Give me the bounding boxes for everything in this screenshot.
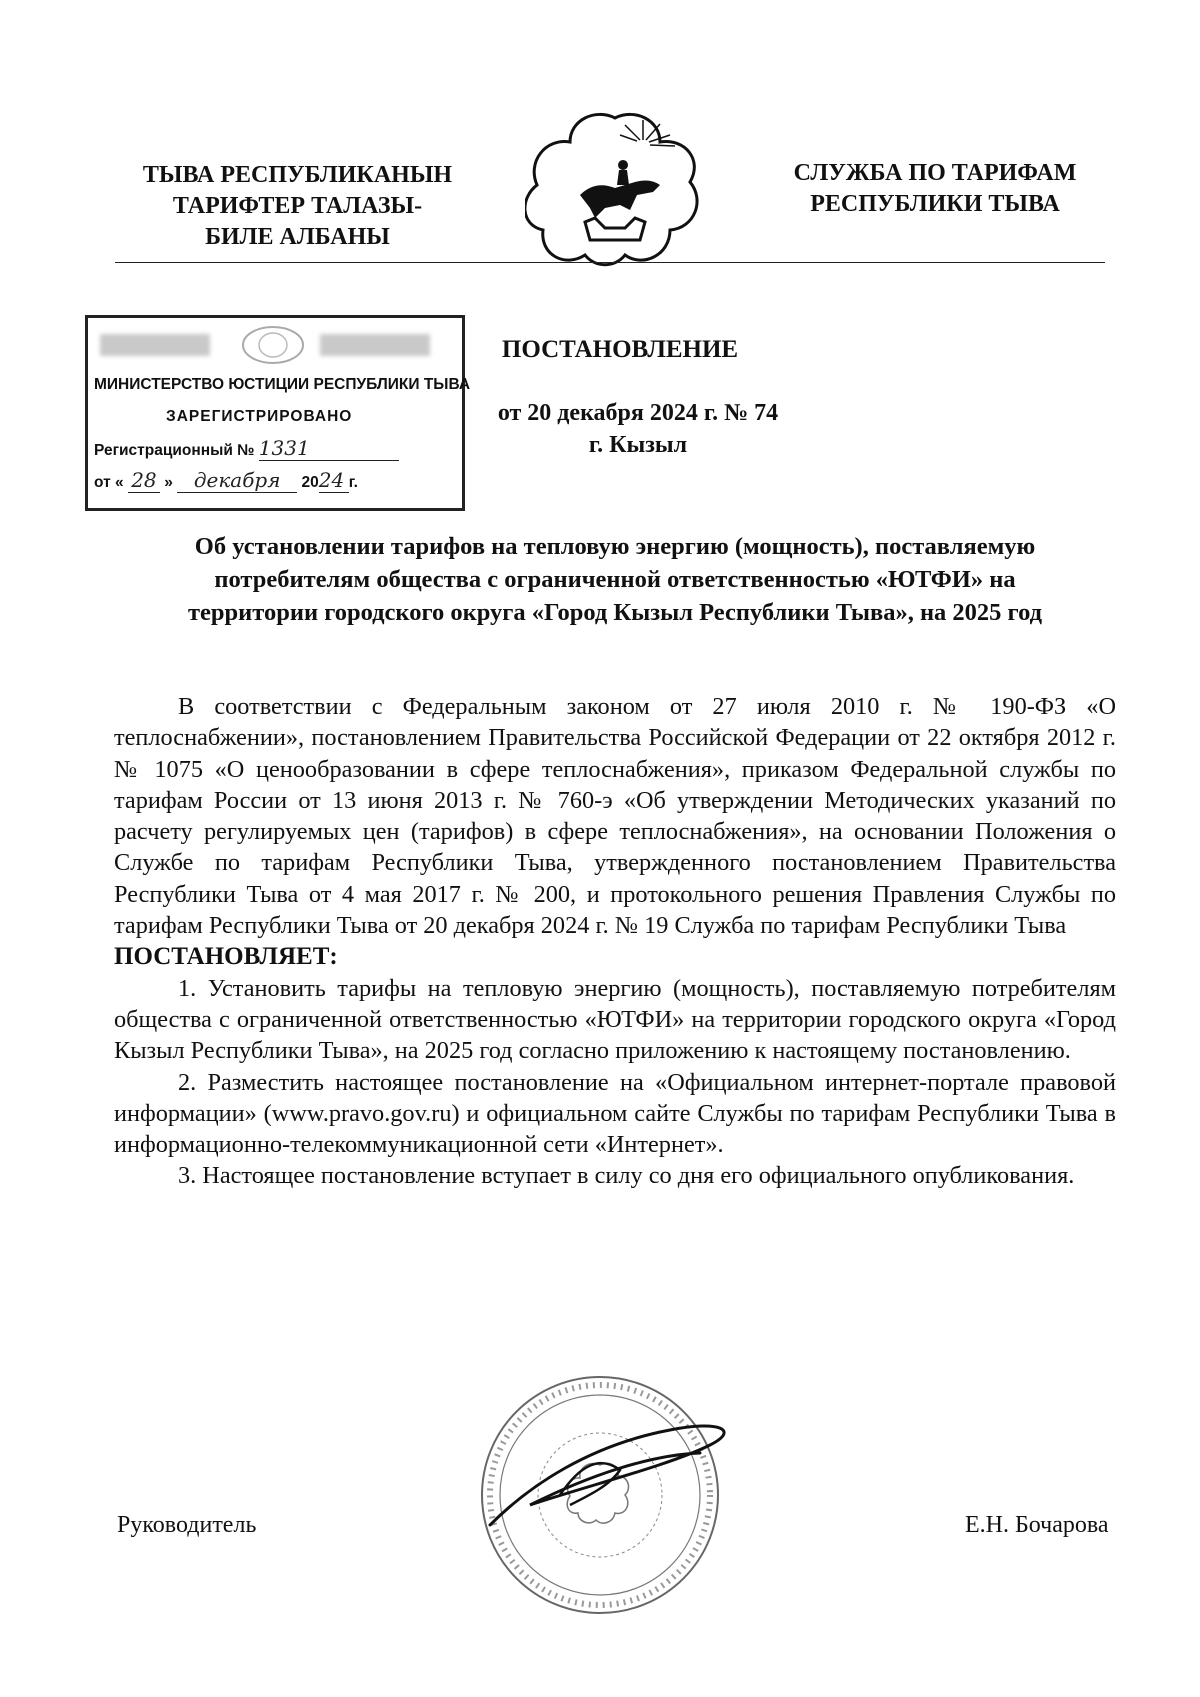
- stamp-reg-row: [94, 436, 399, 461]
- stamp-day: 28: [131, 468, 157, 492]
- item-3: 3. Настоящее постановление вступает в силу со дня его официального опубликования.: [178, 1162, 1075, 1190]
- decree-word: ПОСТАНОВЛЯЕТ:: [114, 943, 338, 971]
- signature-position: Руководитель: [117, 1512, 257, 1538]
- item-2: 2. Разместить настоящее постановление на «Официальном интернет-портале правовой информации» (www.pravo.gov.ru) и официальном сайте Службы по тарифам Республики Тыва в информационно-телекоммуникационной сети «Интернет».: [114, 1068, 1116, 1159]
- item-1: 1. Установить тарифы на тепловую энергию (мощность), поставляемую потребителям общества с ограниченной ответственностью «ЮТФИ» на территории городского округа «Город Кызыл Республики Тыва», на 2025 год согласно приложению к настоящему постановлению.: [114, 974, 1116, 1065]
- heading-line-2: потребителям общества с ограниченной ответственностью «ЮТФИ» на: [214, 566, 1016, 593]
- stamp-blur-right: [320, 334, 430, 356]
- stamp-emblem-icon: [238, 324, 308, 366]
- stamp-date-row: от « 28 » декабря 2024 г.: [94, 468, 358, 492]
- preamble-paragraph: В соответствии с Федеральным законом от 27 июля 2010 г. № 190-ФЗ «О теплоснабжении», постановлением Правительства Российской Федерации от 22 октября 2012 г. № 1075 «О ценообразовании в сфере теплоснабжения», приказом Федеральной службы по тарифам России от 13 июня 2013 г. № 760-э «Об утверждении Методических указаний по расчету регулируемых цен (тарифов) в сфере теплоснабжения», на основании Положения о Службе по тарифам Республики Тыва, утвержденного постановлением Правительства Республики Тыва от 4 мая 2017 г. № 200, и протокольного решения Правления Службы по тарифам Республики Тыва от 20 декабря 2024 г. № 19 Служба по тарифам Республики Тыва: [114, 693, 1116, 940]
- document-city: г. Кызыл: [588, 432, 688, 458]
- header-left-block: [130, 160, 465, 253]
- document-date-number: от 20 декабря 2024 г. № 74: [497, 400, 779, 426]
- stamp-reg-number: 1331: [258, 436, 310, 460]
- header-right-line-2: РЕСПУБЛИКИ ТЫВА: [810, 191, 1060, 217]
- header-right-line-1: СЛУЖБА ПО ТАРИФАМ: [793, 160, 1077, 186]
- heading-line-3: территории городского округа «Город Кызыл Республики Тыва», на 2025 год: [187, 599, 1043, 626]
- tuva-emblem-icon: [525, 110, 705, 270]
- signature-name: Е.Н. Бочарова: [965, 1512, 1109, 1538]
- stamp-year-suffix: 24: [318, 468, 345, 492]
- header-right-block: [770, 158, 1100, 220]
- header-left-line-3: БИЛЕ АЛБАНЫ: [205, 224, 390, 250]
- stamp-blur-left: [100, 334, 210, 356]
- stamp-year-end: г.: [348, 474, 358, 491]
- stamp-reg-label: Регистрационный №: [94, 442, 255, 459]
- stamp-from-label: от «: [94, 474, 124, 491]
- handwritten-signature-icon: [470, 1395, 750, 1545]
- document-body: [114, 691, 1116, 1192]
- header-left-line-2: ТАРИФТЕР ТАЛАЗЫ-: [172, 193, 423, 219]
- stamp-month: декабря: [193, 468, 281, 492]
- header-divider: [115, 262, 1105, 263]
- stamp-ministry: МИНИСТЕРСТВО ЮСТИЦИИ РЕСПУБЛИКИ ТЫВА: [94, 376, 471, 393]
- stamp-status: ЗАРЕГИСТРИРОВАНО: [166, 408, 353, 425]
- document-type: ПОСТАНОВЛЕНИЕ: [501, 336, 739, 363]
- document-heading: [120, 530, 1110, 629]
- heading-line-1: Об установлении тарифов на тепловую энергию (мощность), поставляемую: [194, 533, 1036, 560]
- registration-stamp: [85, 315, 471, 511]
- stamp-year-prefix: 20: [301, 474, 319, 491]
- header-left-line-1: ТЫВА РЕСПУБЛИКАНЫН: [142, 162, 453, 188]
